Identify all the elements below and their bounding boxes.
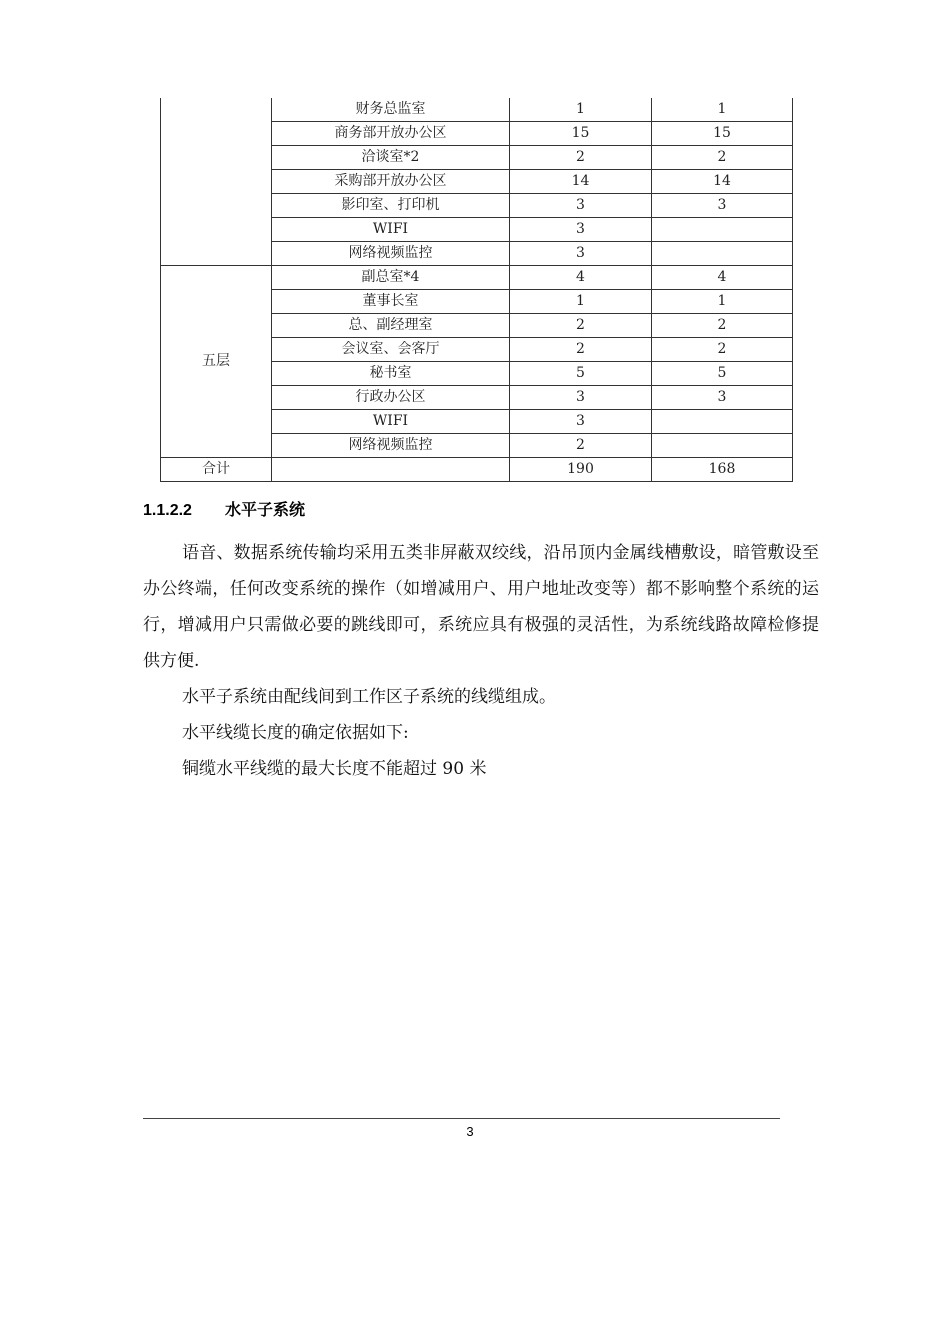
voice-points-cell: 14 [652,170,793,194]
voice-points-cell: 3 [652,386,793,410]
section-number: 1.1.2.2 [143,502,192,519]
data-points-cell: 5 [510,362,652,386]
room-cell: 会议室、会客厅 [272,338,510,362]
voice-points-cell [652,410,793,434]
floor-cell: 五层 [161,266,272,458]
room-cell: 影印室、打印机 [272,194,510,218]
room-cell: 行政办公区 [272,386,510,410]
voice-points-cell [652,218,793,242]
section-heading [143,497,305,520]
voice-points-cell: 3 [652,194,793,218]
body-paragraph: 水平子系统由配线间到工作区子系统的线缆组成。 [182,687,556,707]
room-cell: WIFI [272,410,510,434]
data-points-cell: 3 [510,218,652,242]
total-label-cell: 合计 [161,458,272,482]
voice-points-cell: 1 [652,290,793,314]
room-cell: 总、副经理室 [272,314,510,338]
body-paragraph: 语音、数据系统传输均采用五类非屏蔽双绞线，沿吊顶内金属线槽敷设，暗管敷设至办公终端，任何改变系统的操作（如增减用户、用户地址改变等）都不影响整个系统的运行，增减用户只需做必要的跳线即可，系统应具有极强的灵活性，为系统线路故障检修提供方便. [143,543,819,671]
room-cell: 副总室*4 [272,266,510,290]
data-points-cell: 4 [510,266,652,290]
voice-points-cell: 15 [652,122,793,146]
room-cell: 董事长室 [272,290,510,314]
room-cell: 洽谈室*2 [272,146,510,170]
page-number: 3 [466,1124,474,1139]
voice-points-cell: 2 [652,338,793,362]
data-points-cell: 3 [510,386,652,410]
footer-divider [143,1118,780,1119]
room-cell: 财务总监室 [272,98,510,122]
floor-cell [161,98,272,266]
room-cell: 秘书室 [272,362,510,386]
section-title: 水平子系统 [225,502,306,519]
room-cell: WIFI [272,218,510,242]
voice-points-cell: 2 [652,146,793,170]
data-points-cell: 15 [510,122,652,146]
table-row [161,266,793,290]
table-total-row [161,458,793,482]
voice-points-cell: 5 [652,362,793,386]
voice-points-cell: 2 [652,314,793,338]
voice-points-cell: 4 [652,266,793,290]
body-paragraph: 铜缆水平线缆的最大长度不能超过 90 米 [182,759,487,779]
room-cell: 网络视频监控 [272,242,510,266]
data-points-cell: 3 [510,242,652,266]
data-points-cell: 2 [510,146,652,170]
voice-points-cell [652,242,793,266]
data-points-cell: 3 [510,194,652,218]
data-points-cell: 3 [510,410,652,434]
total-data-points-cell: 190 [510,458,652,482]
data-points-cell: 2 [510,314,652,338]
room-cell: 商务部开放办公区 [272,122,510,146]
table-row [161,98,793,122]
room-cell: 网络视频监控 [272,434,510,458]
body-paragraph: 水平线缆长度的确定依据如下: [182,723,409,743]
data-points-cell: 2 [510,434,652,458]
voice-points-cell [652,434,793,458]
room-cell [272,458,510,482]
total-voice-points-cell: 168 [652,458,793,482]
room-cell: 采购部开放办公区 [272,170,510,194]
data-points-cell: 14 [510,170,652,194]
data-points-cell: 1 [510,98,652,122]
voice-points-cell: 1 [652,98,793,122]
cabling-points-table [160,98,793,482]
data-points-cell: 2 [510,338,652,362]
data-points-cell: 1 [510,290,652,314]
